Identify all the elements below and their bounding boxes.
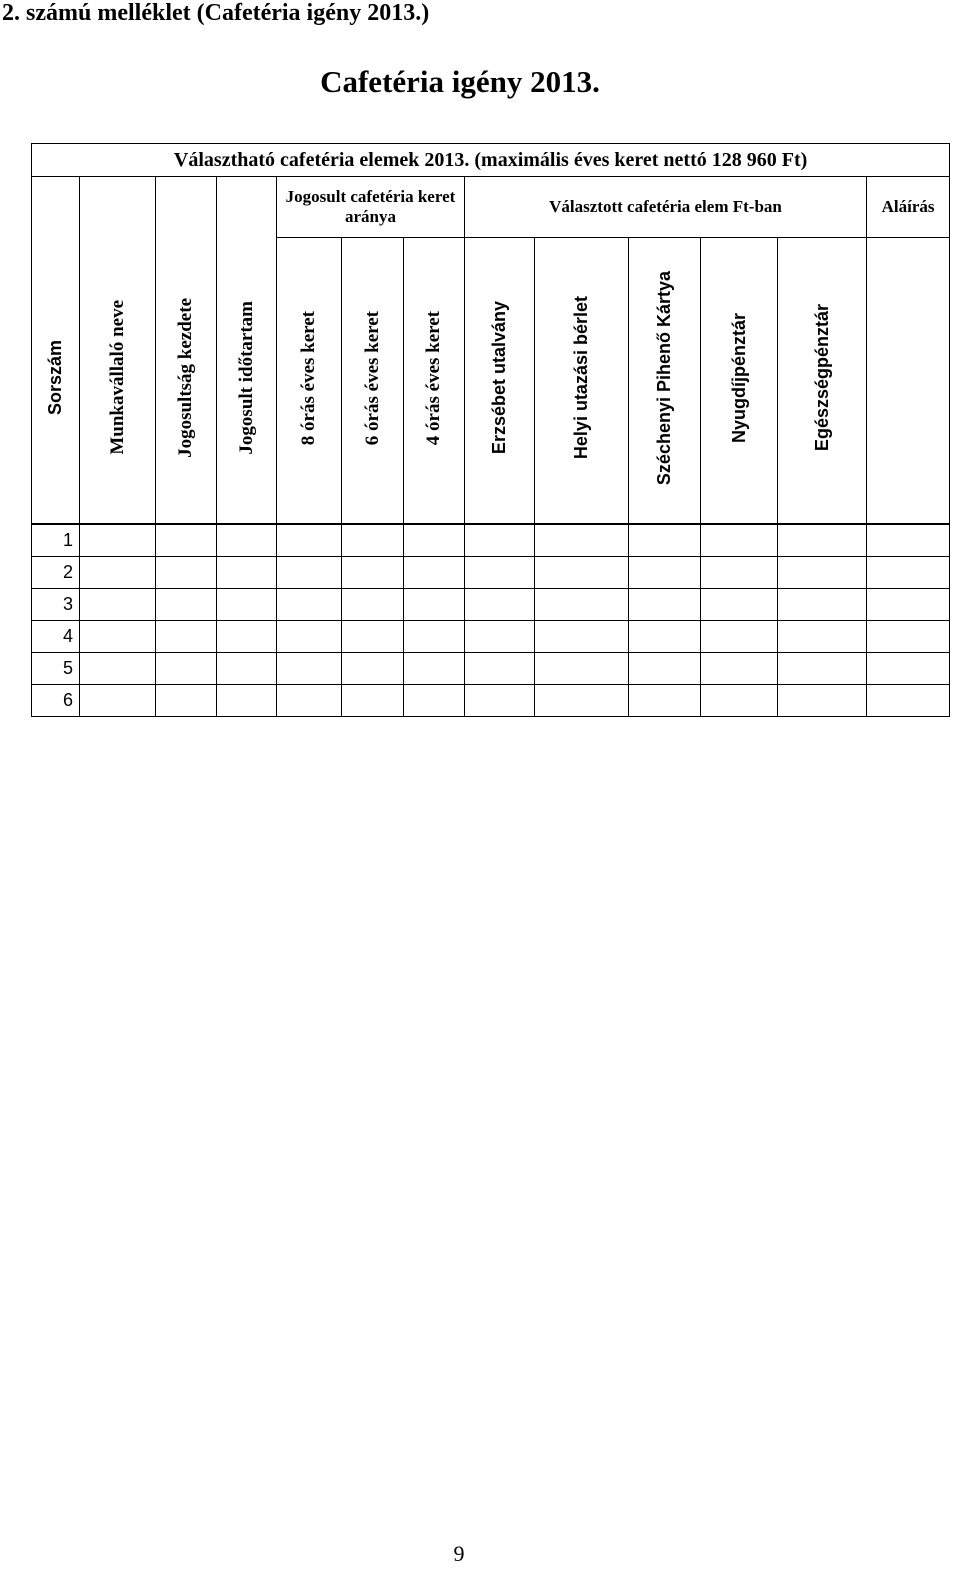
cell-employee-name[interactable] (80, 589, 156, 621)
cell[interactable] (156, 589, 217, 621)
column-header-signature-blank (867, 238, 950, 524)
cell[interactable] (277, 653, 342, 685)
table-caption: Választható cafetéria elemek 2013. (maximális éves keret nettó 128 960 Ft) (32, 144, 950, 177)
cell[interactable] (342, 653, 404, 685)
cell-signature[interactable] (867, 589, 950, 621)
table-row (32, 685, 950, 717)
cell[interactable] (217, 685, 277, 717)
cell[interactable] (404, 525, 465, 557)
cell[interactable] (217, 589, 277, 621)
frame-ratio-group-header: Jogosult cafetéria keret aránya (277, 177, 465, 238)
cell[interactable] (778, 685, 867, 717)
cell[interactable] (342, 557, 404, 589)
column-header-label: Munkavállaló neve (106, 300, 128, 456)
header-spacer (217, 177, 277, 238)
cell[interactable] (277, 589, 342, 621)
cell[interactable] (535, 525, 629, 557)
signature-header: Aláírás (867, 177, 950, 238)
selected-elements-group-header: Választott cafetéria elem Ft-ban (465, 177, 867, 238)
cell[interactable] (156, 653, 217, 685)
column-header-label: Sorszám (45, 340, 65, 416)
cell[interactable] (701, 589, 778, 621)
cell[interactable] (629, 653, 701, 685)
row-number: 5 (32, 653, 80, 685)
cell[interactable] (404, 653, 465, 685)
column-header-label: Egészségpénztár (811, 304, 832, 452)
cell[interactable] (465, 589, 535, 621)
cell[interactable] (465, 685, 535, 717)
cell[interactable] (404, 621, 465, 653)
cell[interactable] (778, 525, 867, 557)
row-number: 3 (32, 589, 80, 621)
header-spacer (32, 177, 80, 238)
cell-signature[interactable] (867, 525, 950, 557)
cell[interactable] (629, 621, 701, 653)
cell[interactable] (629, 557, 701, 589)
cell[interactable] (535, 589, 629, 621)
column-header-label: Jogosult időtartam (235, 300, 257, 455)
column-header-label: 8 órás éves keret (298, 310, 319, 446)
column-header-health-fund (778, 238, 867, 524)
header-spacer (80, 177, 156, 238)
row-number: 2 (32, 557, 80, 589)
cell[interactable] (701, 557, 778, 589)
table-row (32, 653, 950, 685)
cell[interactable] (629, 525, 701, 557)
cell[interactable] (465, 557, 535, 589)
cell[interactable] (404, 557, 465, 589)
cell[interactable] (217, 557, 277, 589)
cell[interactable] (217, 653, 277, 685)
cell-signature[interactable] (867, 621, 950, 653)
cell-signature[interactable] (867, 557, 950, 589)
cell[interactable] (701, 525, 778, 557)
header-spacer (156, 177, 217, 238)
page-number: 9 (453, 1541, 465, 1566)
table-row (32, 557, 950, 589)
row-number: 6 (32, 685, 80, 717)
cell[interactable] (629, 589, 701, 621)
column-header-sorszam (32, 238, 80, 524)
column-header-label: Széchenyi Pihenő Kártya (654, 270, 674, 486)
cell[interactable] (156, 685, 217, 717)
column-header-employee-name (80, 238, 156, 524)
column-header-szechenyi-card (629, 238, 701, 524)
cell[interactable] (465, 621, 535, 653)
column-header-pension-fund (701, 238, 778, 524)
cell[interactable] (701, 685, 778, 717)
cell-employee-name[interactable] (80, 525, 156, 557)
column-header-4h-frame (404, 238, 465, 524)
column-header-row (32, 238, 950, 524)
cell[interactable] (277, 557, 342, 589)
cell[interactable] (217, 525, 277, 557)
table-row (32, 525, 950, 557)
column-header-eligibility-start (156, 238, 217, 524)
cell[interactable] (778, 621, 867, 653)
column-header-eligible-period (217, 238, 277, 524)
row-number: 4 (32, 621, 80, 653)
row-number: 1 (32, 525, 80, 557)
cell[interactable] (778, 589, 867, 621)
document-title: Cafetéria igény 2013. (320, 64, 600, 99)
cell[interactable] (277, 525, 342, 557)
cell[interactable] (342, 685, 404, 717)
column-header-6h-frame (342, 238, 404, 524)
cafeteria-request-table (31, 143, 950, 717)
table-row (32, 621, 950, 653)
cell[interactable] (277, 621, 342, 653)
cell[interactable] (535, 557, 629, 589)
cell[interactable] (404, 589, 465, 621)
column-header-local-travel-pass (535, 238, 629, 524)
cell-employee-name[interactable] (80, 557, 156, 589)
caption-row (32, 144, 950, 177)
cell[interactable] (156, 525, 217, 557)
cell-employee-name[interactable] (80, 621, 156, 653)
cell[interactable] (701, 653, 778, 685)
cell-employee-name[interactable] (80, 685, 156, 717)
column-header-8h-frame (277, 238, 342, 524)
cell[interactable] (342, 525, 404, 557)
cell[interactable] (535, 685, 629, 717)
cell[interactable] (778, 557, 867, 589)
column-header-label: Nyugdíjpénztár (728, 312, 749, 443)
cell[interactable] (342, 621, 404, 653)
cell[interactable] (342, 589, 404, 621)
cell[interactable] (629, 685, 701, 717)
cell[interactable] (778, 653, 867, 685)
cell[interactable] (217, 621, 277, 653)
cell[interactable] (156, 557, 217, 589)
cell-signature[interactable] (867, 653, 950, 685)
column-header-label: 6 órás éves keret (361, 310, 383, 446)
cell-employee-name[interactable] (80, 653, 156, 685)
cell[interactable] (404, 685, 465, 717)
cell-signature[interactable] (867, 685, 950, 717)
column-header-label: Jogosultság kezdete (175, 297, 196, 458)
cell[interactable] (701, 621, 778, 653)
column-header-label: Erzsébet utalvány (489, 301, 509, 455)
cell[interactable] (156, 621, 217, 653)
group-header-row (32, 177, 950, 238)
column-header-label: Helyi utazási bérlet (571, 296, 591, 460)
column-header-erzsebet-voucher (465, 238, 535, 524)
column-header-label: 4 órás éves keret (423, 310, 444, 446)
annex-heading: 2. számú melléklet (Cafetéria igény 2013.) (2, 0, 430, 26)
cell[interactable] (535, 653, 629, 685)
cell[interactable] (277, 685, 342, 717)
cell[interactable] (465, 525, 535, 557)
cell[interactable] (535, 621, 629, 653)
cell[interactable] (465, 653, 535, 685)
table-row (32, 589, 950, 621)
